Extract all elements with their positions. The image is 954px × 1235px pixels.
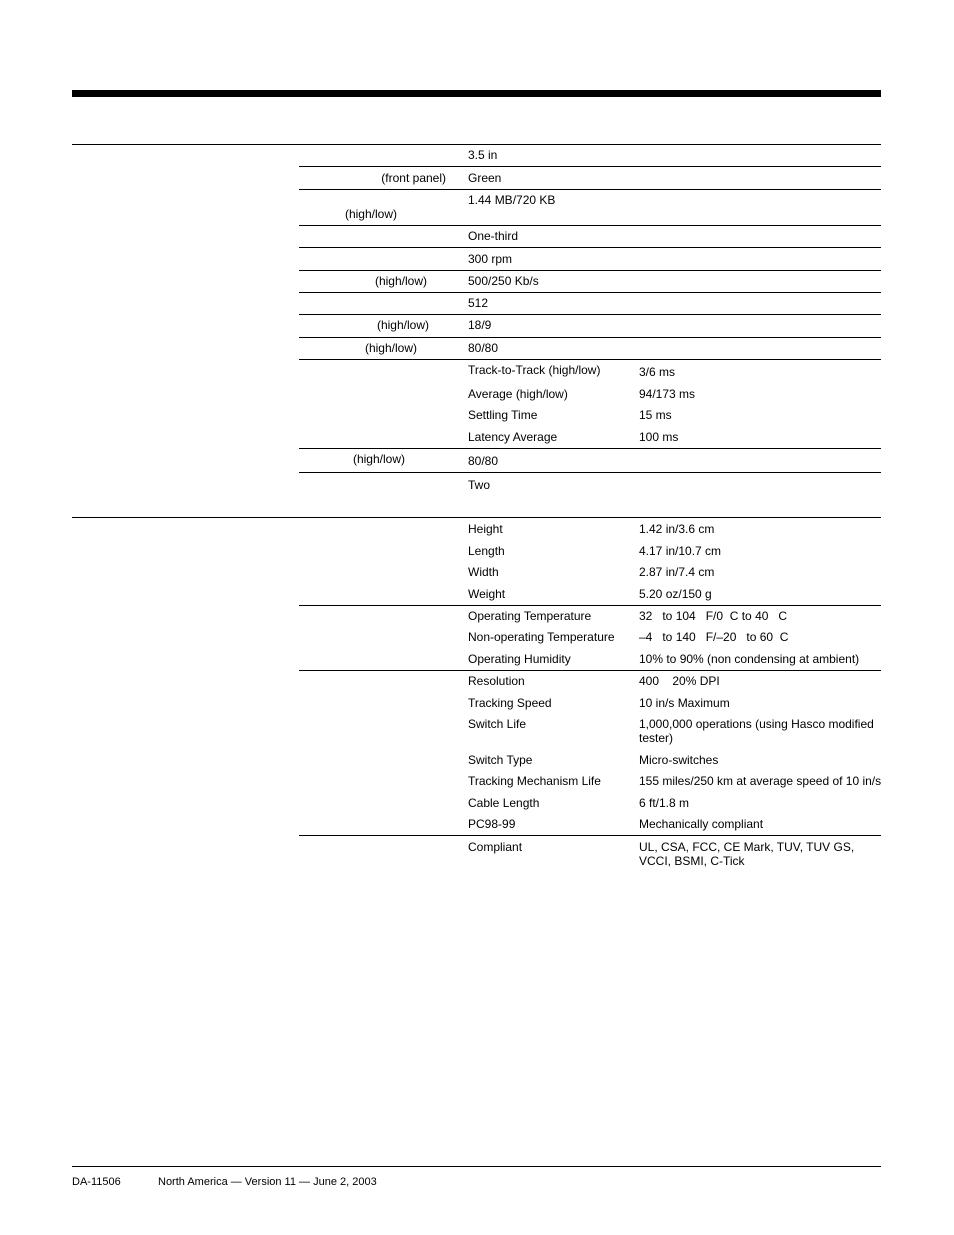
- spec-value: –4 to 140 F/–20 to 60 C: [639, 630, 789, 644]
- spec-value: 6 ft/1.8 m: [639, 796, 690, 810]
- spec-name: Cable Length: [468, 796, 540, 810]
- section-divider: [72, 517, 881, 518]
- spec-name: Resolution: [468, 674, 525, 688]
- drive-spec-value: 1.44 MB/720 KB: [468, 193, 556, 207]
- drive-spec-value: 512: [468, 296, 489, 310]
- row-divider: [299, 359, 881, 360]
- row-divider: [299, 292, 881, 293]
- spec-name: Tracking Mechanism Life: [468, 774, 601, 788]
- spec-value: 5.20 oz/150 g: [639, 587, 712, 601]
- drive-spec-value: Green: [468, 171, 502, 185]
- spec-name: Length: [468, 544, 505, 558]
- section-divider: [72, 144, 881, 145]
- row-divider: [299, 314, 881, 315]
- drive-spec-value: 3.5 in: [468, 148, 498, 162]
- access-time-name: Settling Time: [468, 408, 538, 422]
- footer-rule: [72, 1166, 881, 1167]
- drive-spec-value: 80/80: [468, 341, 499, 355]
- access-time-value: 3/6 ms: [639, 365, 676, 379]
- row-divider: [299, 166, 881, 167]
- spec-value: 155 miles/250 km at average speed of 10 in/s: [639, 774, 882, 788]
- row-divider: [299, 670, 881, 671]
- access-time-value: 94/173 ms: [639, 387, 696, 401]
- drive-spec-value: One-third: [468, 229, 519, 243]
- row-divider: [299, 225, 881, 226]
- footer-doc-id: DA-11506: [72, 1176, 121, 1188]
- spec-name: Non-operating Temperature: [468, 630, 615, 644]
- spec-name: Weight: [468, 587, 506, 601]
- drive-spec-value: Two: [468, 478, 491, 492]
- access-time-value: 15 ms: [639, 408, 672, 422]
- row-divider: [299, 835, 881, 836]
- spec-name: Operating Humidity: [468, 652, 571, 666]
- drive-spec-label: (high/low): [374, 274, 427, 288]
- header-rule: [72, 90, 881, 97]
- row-divider: [299, 247, 881, 248]
- spec-name: Height: [468, 522, 503, 536]
- row-divider: [299, 472, 881, 473]
- spec-name: Tracking Speed: [468, 696, 552, 710]
- footer-edition: North America — Version 11 — June 2, 2003: [158, 1176, 377, 1188]
- spec-name: PC98-99: [468, 817, 516, 831]
- drive-spec-label: (front panel): [381, 171, 446, 185]
- drive-spec-value: 80/80: [468, 454, 499, 468]
- spec-value: 10 in/s Maximum: [639, 696, 730, 710]
- spec-value: 400 20% DPI: [639, 674, 720, 688]
- spec-value: 32 to 104 F/0 C to 40 C: [639, 609, 788, 623]
- spec-name: Operating Temperature: [468, 609, 592, 623]
- spec-value: Mechanically compliant: [639, 817, 764, 831]
- spec-name: Width: [468, 565, 499, 579]
- row-divider: [299, 270, 881, 271]
- row-divider: [299, 189, 881, 190]
- drive-spec-label: (high/low): [376, 318, 429, 332]
- spec-name: Switch Type: [468, 753, 533, 767]
- drive-spec-value: 500/250 Kb/s: [468, 274, 539, 288]
- row-divider: [299, 448, 881, 449]
- spec-value: Micro-switches: [639, 753, 719, 767]
- spec-value: 2.87 in/7.4 cm: [639, 565, 715, 579]
- spec-value: UL, CSA, FCC, CE Mark, TUV, TUV GS, VCCI, BSMI, C-Tick: [639, 840, 855, 868]
- drive-spec-label: (high/low): [364, 341, 417, 355]
- access-time-name: Latency Average: [468, 430, 558, 444]
- spec-value: 1.42 in/3.6 cm: [639, 522, 715, 536]
- drive-spec-label: (high/low): [352, 452, 405, 466]
- drive-spec-value: 300 rpm: [468, 252, 513, 266]
- spec-name: Switch Life: [468, 717, 527, 731]
- spec-value: 1,000,000 operations (using Hasco modified tester): [639, 717, 874, 745]
- spec-value: 4.17 in/10.7 cm: [639, 544, 722, 558]
- spec-value: 10% to 90% (non condensing at ambient): [639, 652, 860, 666]
- access-time-value: 100 ms: [639, 430, 679, 444]
- access-time-name: Track-to-Track (high/low): [468, 363, 601, 377]
- row-divider: [299, 605, 881, 606]
- access-time-name: Average (high/low): [468, 387, 568, 401]
- drive-spec-value: 18/9: [468, 318, 492, 332]
- spec-name: Compliant: [468, 840, 523, 854]
- row-divider: [299, 337, 881, 338]
- drive-spec-label: (high/low): [344, 207, 397, 221]
